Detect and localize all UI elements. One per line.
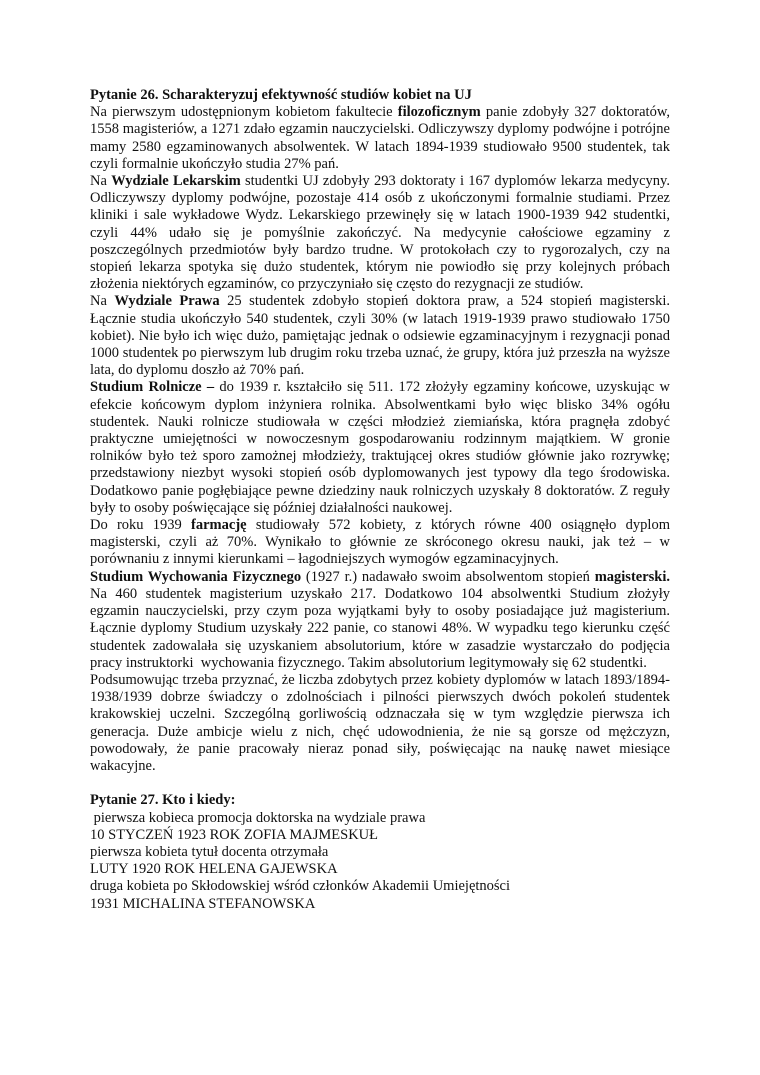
line-tytul-docenta [90, 844, 670, 861]
text-run: studiowały 572 kobiety, z których równe 400 osiągnęło dyplom magisterski, czyli aż 70%. Wynikało to głównie ze skróconego okresu nauki, jak też – w porównaniu z innymi kierunkami – łagodniejszych wymogów egzaminacyjnych. [90, 517, 670, 568]
text-run: 10 STYCZEŃ 1923 ROK ZOFIA MAJMESKUŁ [90, 826, 379, 843]
bold-text-run: Studium Wychowania Fizycznego [90, 568, 302, 585]
text-run: Podsumowując trzeba przyznać, że liczba zdobytych przez kobiety dyplomów w latach 1893/1894-1938/1939 dobrze świadczy o zdolnościach i pilności pierwszych dwóch pokoleń studentek krakowskiej uczelni. Szczególną gorliwością odznaczała się w tym względzie pierwsza ich generacja. Duże ambicje wielu z nich, chęć udowodnienia, że nie są gorsze od mężczyzn, powodowały, że panie pracowały nieraz ponad siły, poświęcając na naukę nawet miesiące wakacyjne. [90, 671, 670, 774]
text-run: studentki UJ zdobyły 293 doktoraty i 167 dyplomów lekarza medycyny. Odliczywszy dyplomy podwójne, pozostaje 414 osób z ukończonymi formalnie studiami. Przez kliniki i sale wykładowe Wydz. Lekarskiego przewinęły się w latach 1900-1939 942 studentki, czyli 44% udało się je pomyślnie zakończyć. Na medycynie całościowe egzaminy z poszczególnych przedmiotów były bardzo trudne. W protokołach czy to rygorozalych, czy na stopień lekarza spotyka się dużo studentek, którym nie powiodło się przy kolejnych próbach złożenia niektórych egzaminów, co przyczyniało się często do rezygnacji ze studiów. [90, 173, 670, 293]
bold-text-run: Pytanie 27. Kto i kiedy: [90, 792, 236, 809]
bold-text-run: Pytanie 26. Scharakteryzuj efektywność studiów kobiet na UJ [90, 87, 472, 103]
blank-line [90, 775, 670, 792]
text-run: Na 460 studentek magisterium uzyskało 217. Dodatkowo 104 absolwentki Studium złożyły egzamin nauczycielski, przy czym poza wyjątkami były to osoby posiadające już magisterium. Łącznie dyplomy Studium uzyskały 222 panie, co stanowi 48%. W wypadku tego kierunku część studentek zadowalała się uzyskaniem absolutorium, które w zasadzie wystarczało do podjęcia pracy instruktorki wychowania fizycznego. Takim absolutorium legitymowały się 62 studentki. [90, 585, 670, 671]
line-promocja-doktorska [90, 810, 670, 827]
text-run: do 1939 r. kształciło się 511. 172 złożyły egzaminy końcowe, uzyskując w efekcie końcowym dyplom inżyniera rolnika. Absolwentkami było więc blisko 34% ogółu studentek. Nauki rolnicze studiowała w części młodzież ziemiańska, która pragnęła zdobyć praktyczne umiejętności w nowoczesnym gospodarowaniu rodzinnym majątkiem. W gronie rolników było też sporo zamożnej młodzieży, traktującej okres studiów głównie jako rozrywkę; przedstawiony niezbyt wysoki stopień osób dyplomowanych jest typowy dla tego środowiska. Dodatkowo panie pogłębiające pewne dziedziny nauk rolniczych uzyskały 8 doktoratów. Z reguły były to osoby poświęcające się później działalności naukowej. [90, 379, 671, 516]
line-zofia-majmeskul [90, 827, 670, 844]
text-run: panie zdobyły 327 doktoratów, 1558 magisteriów, a 1271 zdało egzamin nauczycielski. Odliczywszy dyplomy podwójne i potrójne mamy 2580 egzaminowanych absolwentek. W latach 1894-1939 studiowało 9500 studentek, tak czyli formalnie ukończyło studia 27% pań. [90, 104, 670, 172]
bold-text-run: farmację [191, 517, 247, 534]
paragraph-studium-rolnicze [90, 379, 670, 517]
text-run: Do roku 1939 [90, 517, 192, 534]
text-run: Na pierwszym udostępnionym kobietom fakultecie [90, 104, 398, 121]
paragraph-pytanie27-heading [90, 792, 670, 809]
text-run: 25 studentek zdobyło stopień doktora praw, a 524 stopień magisterski. Łącznie studia ukończyło 540 studentek, czyli 30% (w latach 1919-1939 prawo studiowało 1750 kobiet). Nie było ich więc dużo, pamiętając jednak o odsiewie egzaminacyjnym i rezygnacji ponad 1000 studentek po pierwszym lub drugim roku trzeba uznać, że grupy, która już przeszła na wyższe lata, do dyplomu doszło aż 70% pań. [90, 293, 670, 379]
line-akademia-umiejetnosci [90, 878, 670, 895]
text-run: pierwsza kobieca promocja doktorska na wydziale prawa [90, 809, 426, 826]
document-body [90, 87, 670, 913]
text-run: 1931 MICHALINA STEFANOWSKA [90, 895, 316, 912]
paragraph-pytanie26-heading [90, 87, 670, 104]
text-run: druga kobieta po Skłodowskiej wśród członków Akademii Umiejętności [90, 878, 511, 895]
text-run: pierwsza kobieta tytuł docenta otrzymała [90, 843, 329, 860]
bold-text-run: magisterski. [594, 568, 670, 585]
paragraph-wydzial-prawa [90, 293, 670, 379]
text-run: (1927 r.) nadawało swoim absolwentom stopień [301, 568, 595, 585]
text-run: Na [90, 293, 115, 310]
paragraph-wydzial-filozoficzny [90, 104, 670, 173]
bold-text-run: Studium Rolnicze – [90, 379, 220, 396]
line-helena-gajewska [90, 861, 670, 878]
paragraph-studium-wf [90, 569, 670, 672]
bold-text-run: filozoficznym [397, 104, 481, 121]
paragraph-farmacja [90, 517, 670, 569]
bold-text-run: Wydziale Lekarskim [111, 173, 241, 190]
text-run: Na [90, 173, 112, 190]
text-run: LUTY 1920 ROK HELENA GAJEWSKA [90, 861, 338, 878]
paragraph-wydzial-lekarski [90, 173, 670, 293]
line-michalina-stefanowska [90, 896, 670, 913]
paragraph-podsumowanie [90, 672, 670, 775]
bold-text-run: Wydziale Prawa [114, 293, 220, 310]
